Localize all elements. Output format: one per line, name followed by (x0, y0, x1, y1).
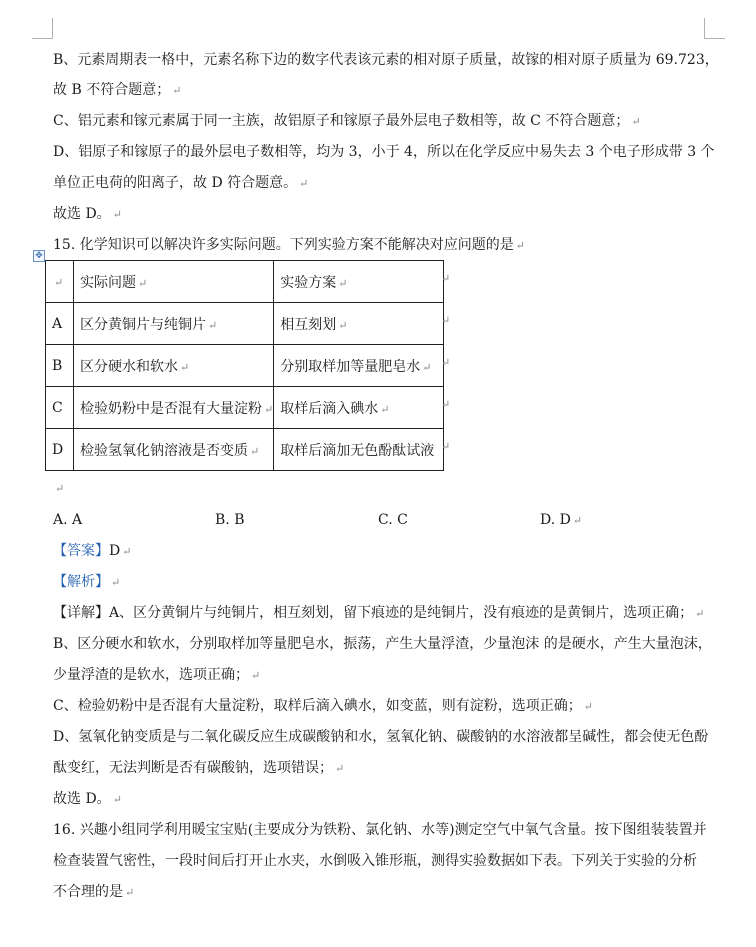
question-16-line: 检查装置气密性，一段时间后打开止水夹，水倒吸入锥形瓶，测得实验数据如下表。下列关于实验的分析 (53, 853, 697, 869)
cell-mark-icon: ↵ (138, 276, 148, 290)
table-cell-problem: 检验奶粉中是否混有大量淀粉 ↵ (74, 387, 274, 429)
question-16-line: 16. 兴趣小组同学利用暖宝宝贴(主要成分为铁粉、氯化钠、水等)测定空气中氧气含量。按下图组装装置并 (53, 822, 707, 838)
table-row (46, 303, 444, 345)
explanation-line: B、区分硬水和软水，分别取样加等量肥皂水，振荡，产生大量浮渣，少量泡沫 的是硬水，产生大量泡沫， (53, 636, 712, 652)
page-corner-mark-left (32, 18, 53, 39)
paragraph-mark-icon: ↵ (572, 514, 583, 527)
cell-mark-icon: ↵ (422, 360, 432, 374)
paragraph-mark-icon: ↵ (515, 239, 525, 252)
cell-mark-icon: ↵ (338, 276, 348, 290)
cell-mark-icon: ↵ (180, 360, 190, 374)
question-15-table (45, 260, 444, 471)
text-line: D、铝原子和镓原子的最外层电子数相等，均为 3，小于 4，所以在化学反应中易失去 3 个电子形成带 3 个 (53, 144, 715, 160)
explanation-line: 故选 D。 ↵ (53, 791, 122, 807)
table-cell-option: A (46, 303, 74, 345)
paragraph-mark-icon: ↵ (299, 177, 309, 190)
explanation-line: 少量浮渣的是软水，选项正确； ↵ (53, 667, 261, 683)
text-line: 故 B 不符合题意； ↵ (53, 82, 182, 98)
question-16-line: 不合理的是 ↵ (53, 884, 135, 900)
table-header-cell: 实际问题 ↵ (74, 261, 274, 303)
paragraph-mark-icon: ↵ (335, 762, 345, 775)
table-row (46, 429, 444, 471)
paragraph-mark-icon: ↵ (55, 482, 65, 495)
paragraph-mark-icon: ↵ (172, 84, 182, 97)
cell-mark-icon: ↵ (250, 444, 260, 458)
table-cell-problem: 检验氢氧化钠溶液是否变质 ↵ (74, 429, 274, 471)
cell-mark-icon: ↵ (208, 318, 218, 332)
question-15-stem: 15. 化学知识可以解决许多实际问题。下列实验方案不能解决对应问题的是 ↵ (53, 237, 525, 253)
paragraph-mark-icon: ↵ (583, 700, 593, 713)
paragraph-mark-icon: ↵ (111, 576, 121, 589)
table-cell-method: 分别取样加等量肥皂水 ↵ (274, 345, 444, 387)
row-end-mark-icon: ↵ (441, 314, 451, 327)
row-end-mark-icon: ↵ (441, 440, 451, 453)
text-line: 单位正电荷的阳离子，故 D 符合题意。 ↵ (53, 175, 309, 191)
option-b: B. B (215, 512, 245, 528)
cell-mark-icon: ↵ (54, 275, 64, 289)
explanation-line: 酞变红，无法判断是否有碳酸钠，选项错误； ↵ (53, 760, 345, 776)
cell-mark-icon: ↵ (338, 318, 348, 332)
table-cell-problem: 区分黄铜片与纯铜片 ↵ (74, 303, 274, 345)
table-cell-option: D (46, 429, 74, 471)
paragraph-mark-icon: ↵ (125, 886, 135, 899)
table-cell-method: 取样后滴加无色酚酞试液 (274, 429, 444, 471)
table-row (46, 345, 444, 387)
paragraph-mark-icon: ↵ (631, 115, 641, 128)
answer-label: 【答案】 (53, 543, 109, 559)
paragraph-mark-icon: ↵ (112, 208, 122, 221)
analysis-heading: 【解析】 ↵ (53, 574, 121, 590)
table-cell-method: 相互刻划 ↵ (274, 303, 444, 345)
option-d: D. D ↵ (540, 512, 583, 528)
answer-value: D (109, 543, 121, 559)
row-end-mark-icon: ↵ (441, 356, 451, 369)
paragraph-mark-icon: ↵ (112, 793, 122, 806)
table-cell-problem: 区分硬水和软水 ↵ (74, 345, 274, 387)
explanation-line: C、检验奶粉中是否混有大量淀粉，取样后滴入碘水，如变蓝，则有淀粉，选项正确； ↵ (53, 698, 593, 714)
cell-mark-icon: ↵ (380, 402, 390, 416)
explanation-line: D、氢氧化钠变质是与二氧化碳反应生成碳酸钠和水，氢氧化钠、碳酸钠的水溶液都呈碱性，都会使无色酚 (53, 729, 709, 745)
option-a: A. A (53, 512, 83, 528)
text-line: 故选 D。 ↵ (53, 206, 122, 222)
text-line: C、铝元素和镓元素属于同一主族，故铝原子和镓原子最外层电子数相等，故 C 不符合题意； ↵ (53, 113, 641, 129)
empty-paragraph (53, 478, 64, 499)
paragraph-mark-icon: ↵ (251, 669, 261, 682)
cell-mark-icon: ↵ (264, 402, 274, 416)
table-row (46, 387, 444, 429)
answer-line (53, 541, 131, 562)
row-end-mark-icon: ↵ (441, 272, 451, 285)
explanation-line: 【详解】A、区分黄铜片与纯铜片，相互刻划，留下痕迹的是纯铜片，没有痕迹的是黄铜片，选项正确； ↵ (53, 605, 705, 621)
table-cell (46, 261, 74, 303)
table-cell-method: 取样后滴入碘水 ↵ (274, 387, 444, 429)
page-corner-mark-right (704, 18, 725, 39)
table-cell-option: C (46, 387, 74, 429)
table-header-row (46, 261, 444, 303)
table-header-cell: 实验方案 ↵ (274, 261, 444, 303)
paragraph-mark-icon: ↵ (122, 545, 132, 558)
table-move-handle-icon[interactable]: ✥ (33, 250, 45, 262)
paragraph-mark-icon: ↵ (695, 607, 705, 620)
row-end-mark-icon: ↵ (441, 398, 451, 411)
text-line: B、元素周期表一格中，元素名称下边的数字代表该元素的相对原子质量，故镓的相对原子质量为 69.723， (53, 52, 719, 68)
option-c: C. C (378, 512, 408, 528)
table-cell-option: B (46, 345, 74, 387)
